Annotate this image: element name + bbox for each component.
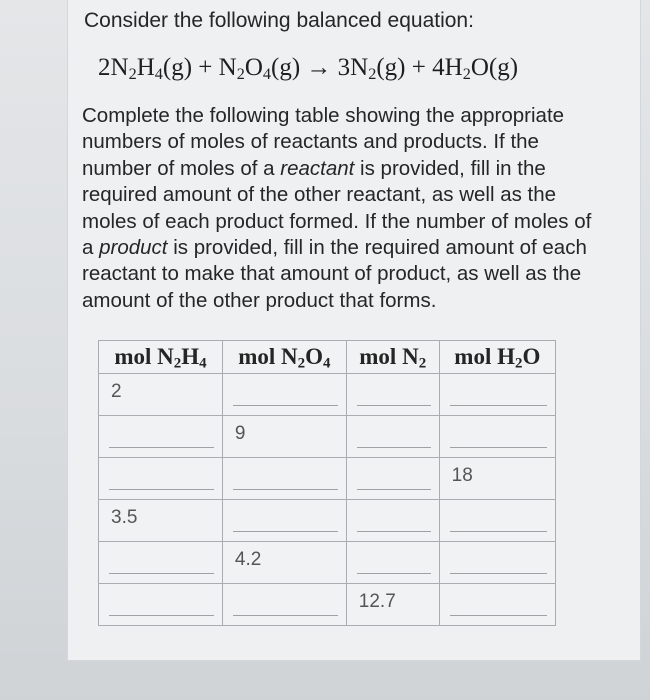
table-row [99, 542, 556, 584]
cell-n2o4[interactable] [222, 458, 346, 500]
cell-n2h4 [99, 374, 223, 416]
cell-n2h4 [99, 500, 223, 542]
answer-blank[interactable] [357, 405, 431, 406]
cell-n2o4 [222, 416, 346, 458]
header-mol-n2: mol $N_2$ [346, 341, 439, 374]
table-header-row [99, 341, 556, 374]
answer-blank[interactable] [450, 447, 547, 448]
balanced-equation: $2N_2H_4(g) + N_2O_4(g) \to 3N_2(g) + 4H_2O(g)$ [98, 54, 519, 84]
answer-blank[interactable] [357, 573, 431, 574]
cell-n2h4[interactable] [99, 416, 223, 458]
table-row [99, 458, 556, 500]
cell-n2[interactable] [346, 374, 439, 416]
cell-n2o4[interactable] [222, 584, 346, 626]
cell-h2o[interactable] [439, 374, 555, 416]
cell-n2o4[interactable] [222, 374, 346, 416]
cell-n2[interactable] [346, 458, 439, 500]
answer-blank[interactable] [233, 615, 338, 616]
answer-blank[interactable] [450, 531, 547, 532]
given-value: 2 [111, 381, 122, 402]
answer-blank[interactable] [450, 405, 547, 406]
table-row [99, 500, 556, 542]
cell-h2o[interactable] [439, 500, 555, 542]
moles-table [98, 340, 556, 626]
table-row [99, 584, 556, 626]
cell-n2[interactable] [346, 416, 439, 458]
given-value: 3.5 [111, 507, 138, 528]
answer-blank[interactable] [109, 615, 214, 616]
prompt-text: Consider the following balanced equation: [84, 9, 474, 32]
answer-blank[interactable] [450, 573, 547, 574]
header-mol-n2o4: mol $N_2O_4$ [222, 341, 346, 374]
cell-n2h4[interactable] [99, 458, 223, 500]
answer-blank[interactable] [233, 489, 338, 490]
answer-blank[interactable] [357, 531, 431, 532]
cell-n2o4 [222, 542, 346, 584]
cell-n2 [346, 584, 439, 626]
answer-blank[interactable] [357, 447, 431, 448]
cell-h2o[interactable] [439, 416, 555, 458]
cell-h2o [439, 458, 555, 500]
cell-n2[interactable] [346, 542, 439, 584]
header-mol-h2o: mol $H_2O$ [439, 341, 555, 374]
cell-n2h4[interactable] [99, 584, 223, 626]
answer-blank[interactable] [357, 489, 431, 490]
given-value: 4.2 [234, 549, 262, 570]
cell-n2h4[interactable] [99, 542, 223, 584]
given-value: 12.7 [358, 591, 396, 612]
answer-blank[interactable] [450, 615, 547, 616]
table-row [99, 416, 556, 458]
answer-blank[interactable] [233, 531, 338, 532]
header-mol-n2h4: mol $N_2H_4$ [99, 341, 223, 374]
instructions-text: Complete the following table showing the appropriate numbers of moles of reactants and products. If the number of moles of a reactant is provided, fill in the required amount of the other reactant, as well as the moles of each product formed. If the number of moles of a product is provided, fill in the required amount of each reactant to make that amount of product, as well as the amount of the other product that forms. [82, 104, 592, 312]
table-row [99, 374, 556, 416]
cell-h2o[interactable] [439, 542, 555, 584]
answer-blank[interactable] [109, 573, 214, 574]
given-value: 18 [451, 465, 473, 486]
cell-h2o[interactable] [439, 584, 555, 626]
cell-n2o4[interactable] [222, 500, 346, 542]
cell-n2[interactable] [346, 500, 439, 542]
answer-blank[interactable] [233, 405, 338, 406]
answer-blank[interactable] [109, 447, 214, 448]
given-value: 9 [234, 423, 246, 444]
answer-blank[interactable] [109, 489, 214, 490]
